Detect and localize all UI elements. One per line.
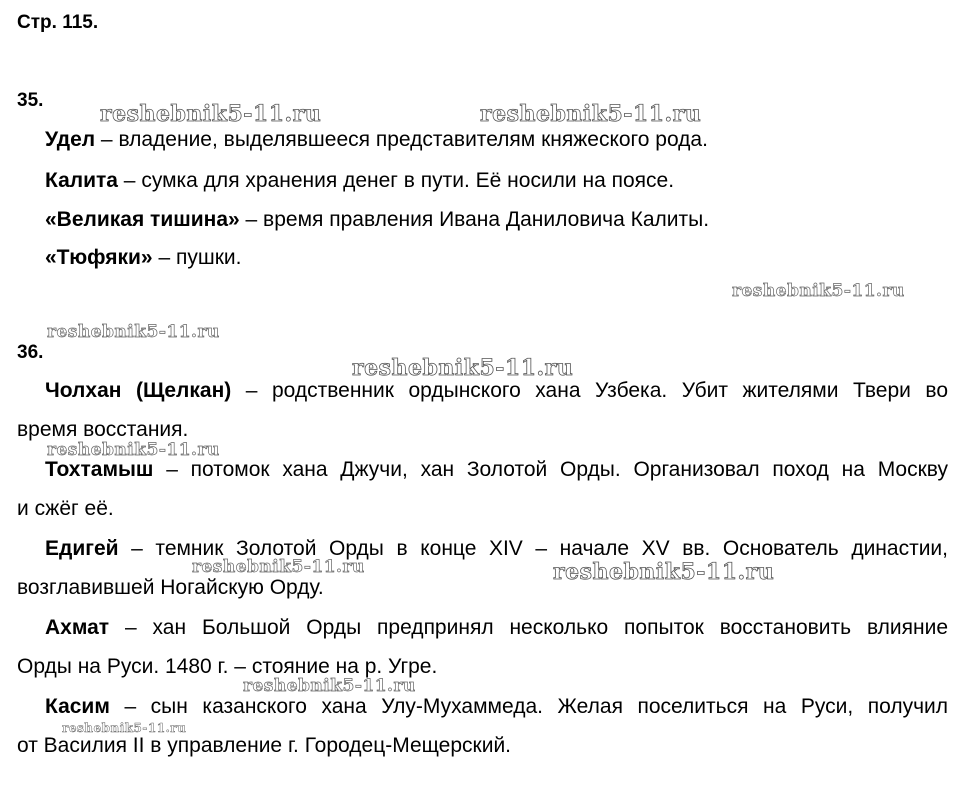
watermark: reshebnik5-11.ru <box>100 101 322 127</box>
entry-edigey <box>45 537 948 561</box>
entry-udel <box>45 128 708 152</box>
watermark: reshebnik5-11.ru <box>62 721 187 735</box>
entry-text: – владение, выделявшееся представителям княжеского рода. <box>95 128 708 151</box>
entry-text: – родственник ордынского хана Узбека. Убит жителями Твери во <box>231 379 948 402</box>
section-number-36: 36. <box>17 342 44 363</box>
entry-term: «Великая тишина» <box>45 208 240 231</box>
watermark: reshebnik5-11.ru <box>732 281 905 301</box>
entry-cholkhan <box>45 379 948 403</box>
entry-text: – сын казанского хана Улу-Мухаммеда. Желая поселиться на Руси, получил <box>109 695 948 718</box>
entry-velikaya-tishina <box>45 208 709 232</box>
entry-text: – потомок хана Джучи, хан Золотой Орды. Организовал поход на Москву <box>153 458 948 481</box>
entry-term: Тохтамыш <box>45 458 154 481</box>
entry-text: – темник Золотой Орды в конце XIV – начале XV вв. Основатель династии, <box>118 537 948 560</box>
watermark: reshebnik5-11.ru <box>480 101 702 127</box>
entry-text: – сумка для хранения денег в пути. Её носили на поясе. <box>117 169 675 192</box>
page-label: Стр. 115. <box>17 12 99 33</box>
entry-edigey-cont: возглавившей Ногайскую Орду. <box>17 576 324 599</box>
section-number-35: 35. <box>17 90 44 111</box>
entry-term: Касим <box>45 695 110 718</box>
entry-kasim-cont: от Василия II в управление г. Городец-Мещерский. <box>17 734 512 757</box>
entry-akhmat <box>45 616 948 640</box>
watermark: reshebnik5-11.ru <box>47 440 220 460</box>
entry-term: Калита <box>45 169 118 192</box>
entry-cholkhan-cont: время восстания. <box>17 418 189 441</box>
entry-text: – время правления Ивана Даниловича Калиты. <box>239 208 710 231</box>
watermark: reshebnik5-11.ru <box>553 559 775 585</box>
entry-kalita <box>45 169 674 193</box>
watermark: reshebnik5-11.ru <box>47 322 220 342</box>
entry-tyufyaki <box>45 246 241 270</box>
entry-tokhtamysh-cont: и сжёг её. <box>17 497 114 520</box>
entry-tokhtamysh <box>45 458 948 482</box>
entry-term: Чолхан (Щелкан) <box>45 379 232 402</box>
watermark: reshebnik5-11.ru <box>192 557 365 577</box>
entry-term: Ахмат <box>45 616 110 639</box>
entry-term: Удел <box>45 128 96 151</box>
entry-term: «Тюфяки» <box>45 246 153 269</box>
watermark: reshebnik5-11.ru <box>352 355 574 381</box>
watermark: reshebnik5-11.ru <box>243 676 416 696</box>
entry-term: Едигей <box>45 537 119 560</box>
entry-text: – хан Большой Орды предпринял несколько попыток восстановить влияние <box>109 616 948 639</box>
entry-akhmat-cont: Орды на Руси. 1480 г. – стояние на р. Угре. <box>17 655 438 678</box>
entry-text: – пушки. <box>152 246 242 269</box>
entry-kasim <box>45 695 948 719</box>
